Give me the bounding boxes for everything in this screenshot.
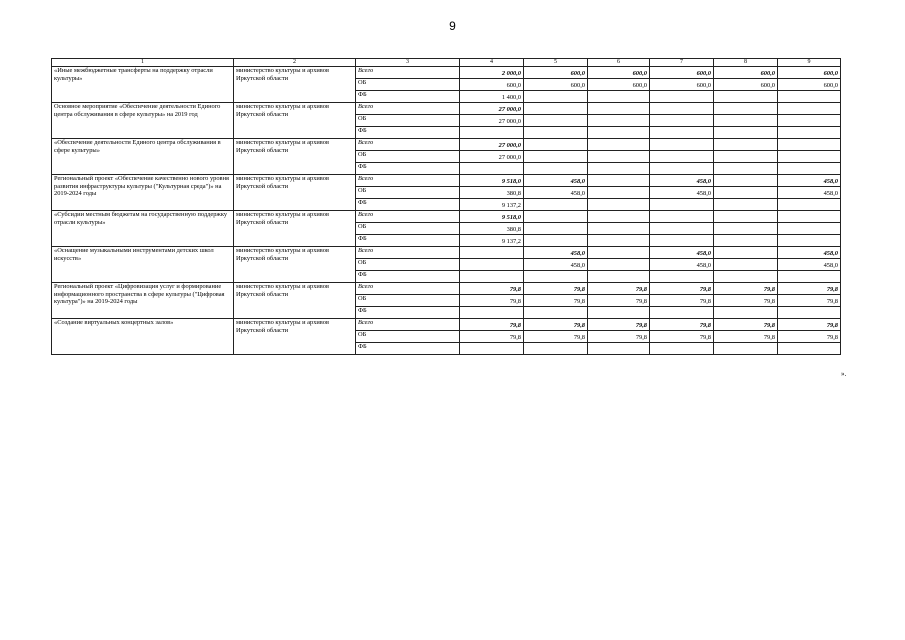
- amount-cell: [460, 163, 524, 175]
- amount-cell: [588, 175, 650, 187]
- measure-name: «Создание виртуальных концертных залов»: [52, 319, 234, 355]
- amount-cell: [714, 247, 778, 259]
- amount-cell: 79,8: [524, 283, 588, 295]
- funding-source: Всего: [356, 139, 460, 151]
- amount-cell: 600,0: [650, 67, 714, 79]
- amount-cell: 600,0: [714, 79, 778, 91]
- funding-source: ОБ: [356, 295, 460, 307]
- amount-cell: [714, 163, 778, 175]
- amount-cell: [778, 139, 841, 151]
- funding-source: Всего: [356, 319, 460, 331]
- amount-cell: 79,8: [778, 295, 841, 307]
- amount-cell: [714, 235, 778, 247]
- amount-cell: [714, 115, 778, 127]
- amount-cell: [714, 211, 778, 223]
- amount-cell: [714, 343, 778, 355]
- amount-cell: 79,8: [714, 319, 778, 331]
- amount-cell: 2 000,0: [460, 67, 524, 79]
- amount-cell: [524, 235, 588, 247]
- amount-cell: [778, 151, 841, 163]
- amount-cell: [650, 103, 714, 115]
- amount-cell: [524, 127, 588, 139]
- amount-cell: 79,8: [460, 331, 524, 343]
- funding-source: ФБ: [356, 307, 460, 319]
- amount-cell: [650, 127, 714, 139]
- responsible-executor: министерство культуры и архивов Иркутской области: [234, 103, 356, 139]
- amount-cell: [588, 199, 650, 211]
- amount-cell: 79,8: [714, 283, 778, 295]
- funding-source: ОБ: [356, 79, 460, 91]
- amount-cell: 79,8: [650, 331, 714, 343]
- header-cell: 1: [52, 59, 234, 67]
- amount-cell: [460, 127, 524, 139]
- funding-source: Всего: [356, 283, 460, 295]
- header-cell: 9: [778, 59, 841, 67]
- amount-cell: [714, 307, 778, 319]
- amount-cell: [778, 115, 841, 127]
- amount-cell: [650, 343, 714, 355]
- amount-cell: [524, 307, 588, 319]
- amount-cell: [778, 235, 841, 247]
- measure-name: Региональный проект «Цифровизация услуг и формирование информационного пространства в сфере культуры ("Цифровая культура")» на 2019-2024 годы: [52, 283, 234, 319]
- amount-cell: [650, 271, 714, 283]
- amount-cell: [714, 151, 778, 163]
- funding-source: Всего: [356, 103, 460, 115]
- amount-cell: 27 000,0: [460, 115, 524, 127]
- table-row: [52, 175, 841, 187]
- amount-cell: [460, 259, 524, 271]
- amount-cell: 458,0: [650, 259, 714, 271]
- amount-cell: 79,8: [460, 295, 524, 307]
- amount-cell: 79,8: [524, 331, 588, 343]
- amount-cell: [714, 199, 778, 211]
- amount-cell: 79,8: [524, 319, 588, 331]
- measure-name: «Обеспечение деятельности Единого центра обслуживания в сфере культуры»: [52, 139, 234, 175]
- table-row: [52, 139, 841, 151]
- header-cell: 4: [460, 59, 524, 67]
- amount-cell: 458,0: [778, 175, 841, 187]
- amount-cell: [714, 175, 778, 187]
- amount-cell: 79,8: [588, 319, 650, 331]
- amount-cell: [650, 115, 714, 127]
- amount-cell: [778, 271, 841, 283]
- amount-cell: [524, 103, 588, 115]
- amount-cell: [650, 307, 714, 319]
- amount-cell: 79,8: [588, 331, 650, 343]
- amount-cell: 79,8: [460, 319, 524, 331]
- measure-name: Основное мероприятие «Обеспечение деятельности Единого центра обслуживания в сфере культуры» на 2019 год: [52, 103, 234, 139]
- amount-cell: [524, 199, 588, 211]
- amount-cell: 79,8: [650, 295, 714, 307]
- amount-cell: 600,0: [524, 67, 588, 79]
- table-row: [52, 283, 841, 295]
- funding-source: ОБ: [356, 331, 460, 343]
- amount-cell: [524, 163, 588, 175]
- responsible-executor: министерство культуры и архивов Иркутской области: [234, 247, 356, 283]
- amount-cell: 600,0: [588, 79, 650, 91]
- measure-name: «Иные межбюджетные трансферты на поддержку отрасли культуры»: [52, 67, 234, 103]
- amount-cell: [460, 271, 524, 283]
- table-body: [52, 59, 841, 355]
- amount-cell: 79,8: [460, 283, 524, 295]
- amount-cell: 79,8: [588, 283, 650, 295]
- funding-source: Всего: [356, 247, 460, 259]
- amount-cell: [778, 163, 841, 175]
- amount-cell: 458,0: [524, 187, 588, 199]
- funding-source: Всего: [356, 175, 460, 187]
- amount-cell: [524, 139, 588, 151]
- responsible-executor: министерство культуры и архивов Иркутской области: [234, 175, 356, 211]
- header-cell: 5: [524, 59, 588, 67]
- amount-cell: [714, 91, 778, 103]
- amount-cell: [524, 343, 588, 355]
- amount-cell: 79,8: [778, 283, 841, 295]
- funding-source: ФБ: [356, 163, 460, 175]
- amount-cell: [588, 259, 650, 271]
- table-row: [52, 211, 841, 223]
- amount-cell: [524, 151, 588, 163]
- amount-cell: [778, 127, 841, 139]
- responsible-executor: министерство культуры и архивов Иркутской области: [234, 319, 356, 355]
- amount-cell: 380,8: [460, 223, 524, 235]
- amount-cell: 79,8: [588, 295, 650, 307]
- responsible-executor: министерство культуры и архивов Иркутской области: [234, 283, 356, 319]
- amount-cell: [460, 343, 524, 355]
- amount-cell: [524, 223, 588, 235]
- table-row: [52, 319, 841, 331]
- amount-cell: [588, 343, 650, 355]
- amount-cell: [778, 223, 841, 235]
- amount-cell: 600,0: [460, 79, 524, 91]
- amount-cell: [588, 91, 650, 103]
- amount-cell: [650, 139, 714, 151]
- amount-cell: 9 137,2: [460, 199, 524, 211]
- amount-cell: 600,0: [714, 67, 778, 79]
- amount-cell: [524, 271, 588, 283]
- amount-cell: 9 137,2: [460, 235, 524, 247]
- header-cell: 3: [356, 59, 460, 67]
- funding-source: ОБ: [356, 115, 460, 127]
- header-cell: 2: [234, 59, 356, 67]
- amount-cell: [714, 259, 778, 271]
- header-row: [52, 59, 841, 67]
- amount-cell: 600,0: [524, 79, 588, 91]
- amount-cell: [650, 211, 714, 223]
- amount-cell: 458,0: [650, 187, 714, 199]
- amount-cell: [714, 271, 778, 283]
- funding-source: ОБ: [356, 259, 460, 271]
- amount-cell: [778, 307, 841, 319]
- amount-cell: [714, 139, 778, 151]
- amount-cell: 600,0: [588, 67, 650, 79]
- amount-cell: 600,0: [650, 79, 714, 91]
- funding-source: Всего: [356, 211, 460, 223]
- amount-cell: 458,0: [778, 187, 841, 199]
- amount-cell: [588, 235, 650, 247]
- amount-cell: [714, 103, 778, 115]
- amount-cell: 458,0: [524, 247, 588, 259]
- amount-cell: [460, 307, 524, 319]
- amount-cell: 458,0: [650, 175, 714, 187]
- amount-cell: [650, 235, 714, 247]
- amount-cell: 458,0: [650, 247, 714, 259]
- measure-name: «Субсидии местным бюджетам на государственную поддержку отрасли культуры»: [52, 211, 234, 247]
- amount-cell: 380,8: [460, 187, 524, 199]
- amount-cell: [588, 139, 650, 151]
- amount-cell: [588, 247, 650, 259]
- amount-cell: [778, 211, 841, 223]
- responsible-executor: министерство культуры и архивов Иркутской области: [234, 67, 356, 103]
- amount-cell: 79,8: [778, 319, 841, 331]
- amount-cell: [524, 115, 588, 127]
- amount-cell: 1 400,0: [460, 91, 524, 103]
- funding-source: ФБ: [356, 235, 460, 247]
- responsible-executor: министерство культуры и архивов Иркутской области: [234, 139, 356, 175]
- amount-cell: [650, 151, 714, 163]
- amount-cell: [714, 187, 778, 199]
- amount-cell: [524, 91, 588, 103]
- amount-cell: 79,8: [714, 295, 778, 307]
- amount-cell: [588, 163, 650, 175]
- amount-cell: 79,8: [650, 283, 714, 295]
- amount-cell: [588, 151, 650, 163]
- funding-source: Всего: [356, 67, 460, 79]
- amount-cell: 600,0: [778, 67, 841, 79]
- amount-cell: 79,8: [524, 295, 588, 307]
- amount-cell: [778, 103, 841, 115]
- amount-cell: [588, 115, 650, 127]
- amount-cell: 458,0: [524, 175, 588, 187]
- amount-cell: 600,0: [778, 79, 841, 91]
- amount-cell: [714, 127, 778, 139]
- amount-cell: 458,0: [778, 247, 841, 259]
- amount-cell: [650, 199, 714, 211]
- amount-cell: 458,0: [778, 259, 841, 271]
- amount-cell: 79,8: [778, 331, 841, 343]
- funding-source: ФБ: [356, 271, 460, 283]
- amount-cell: 27 000,0: [460, 139, 524, 151]
- funding-source: ФБ: [356, 127, 460, 139]
- page-number: 9: [449, 19, 456, 33]
- amount-cell: [588, 211, 650, 223]
- header-cell: 8: [714, 59, 778, 67]
- measure-name: «Оснащение музыкальными инструментами детских школ искусств»: [52, 247, 234, 283]
- budget-table: [51, 58, 841, 355]
- amount-cell: 9 518,0: [460, 175, 524, 187]
- funding-source: ОБ: [356, 151, 460, 163]
- amount-cell: [778, 91, 841, 103]
- amount-cell: [588, 271, 650, 283]
- amount-cell: [588, 223, 650, 235]
- amount-cell: 27 000,0: [460, 103, 524, 115]
- amount-cell: [714, 223, 778, 235]
- amount-cell: 79,8: [650, 319, 714, 331]
- funding-source: ОБ: [356, 223, 460, 235]
- header-cell: 7: [650, 59, 714, 67]
- measure-name: Региональный проект «Обеспечение качественно нового уровня развития инфраструктуры культуры ("Культурная среда")» на 2019-2024 годы: [52, 175, 234, 211]
- amount-cell: [650, 91, 714, 103]
- amount-cell: [588, 103, 650, 115]
- amount-cell: 27 000,0: [460, 151, 524, 163]
- amount-cell: 9 518,0: [460, 211, 524, 223]
- table-row: [52, 247, 841, 259]
- header-cell: 6: [588, 59, 650, 67]
- amount-cell: [588, 307, 650, 319]
- closing-quote-mark: ».: [841, 370, 847, 378]
- funding-source: ФБ: [356, 91, 460, 103]
- amount-cell: [588, 187, 650, 199]
- amount-cell: 79,8: [714, 331, 778, 343]
- responsible-executor: министерство культуры и архивов Иркутской области: [234, 211, 356, 247]
- amount-cell: [778, 199, 841, 211]
- amount-cell: 458,0: [524, 259, 588, 271]
- amount-cell: [650, 223, 714, 235]
- amount-cell: [460, 247, 524, 259]
- amount-cell: [650, 163, 714, 175]
- funding-source: ФБ: [356, 343, 460, 355]
- amount-cell: [778, 343, 841, 355]
- funding-source: ОБ: [356, 187, 460, 199]
- funding-source: ФБ: [356, 199, 460, 211]
- amount-cell: [524, 211, 588, 223]
- table-row: [52, 103, 841, 115]
- table-row: [52, 67, 841, 79]
- amount-cell: [588, 127, 650, 139]
